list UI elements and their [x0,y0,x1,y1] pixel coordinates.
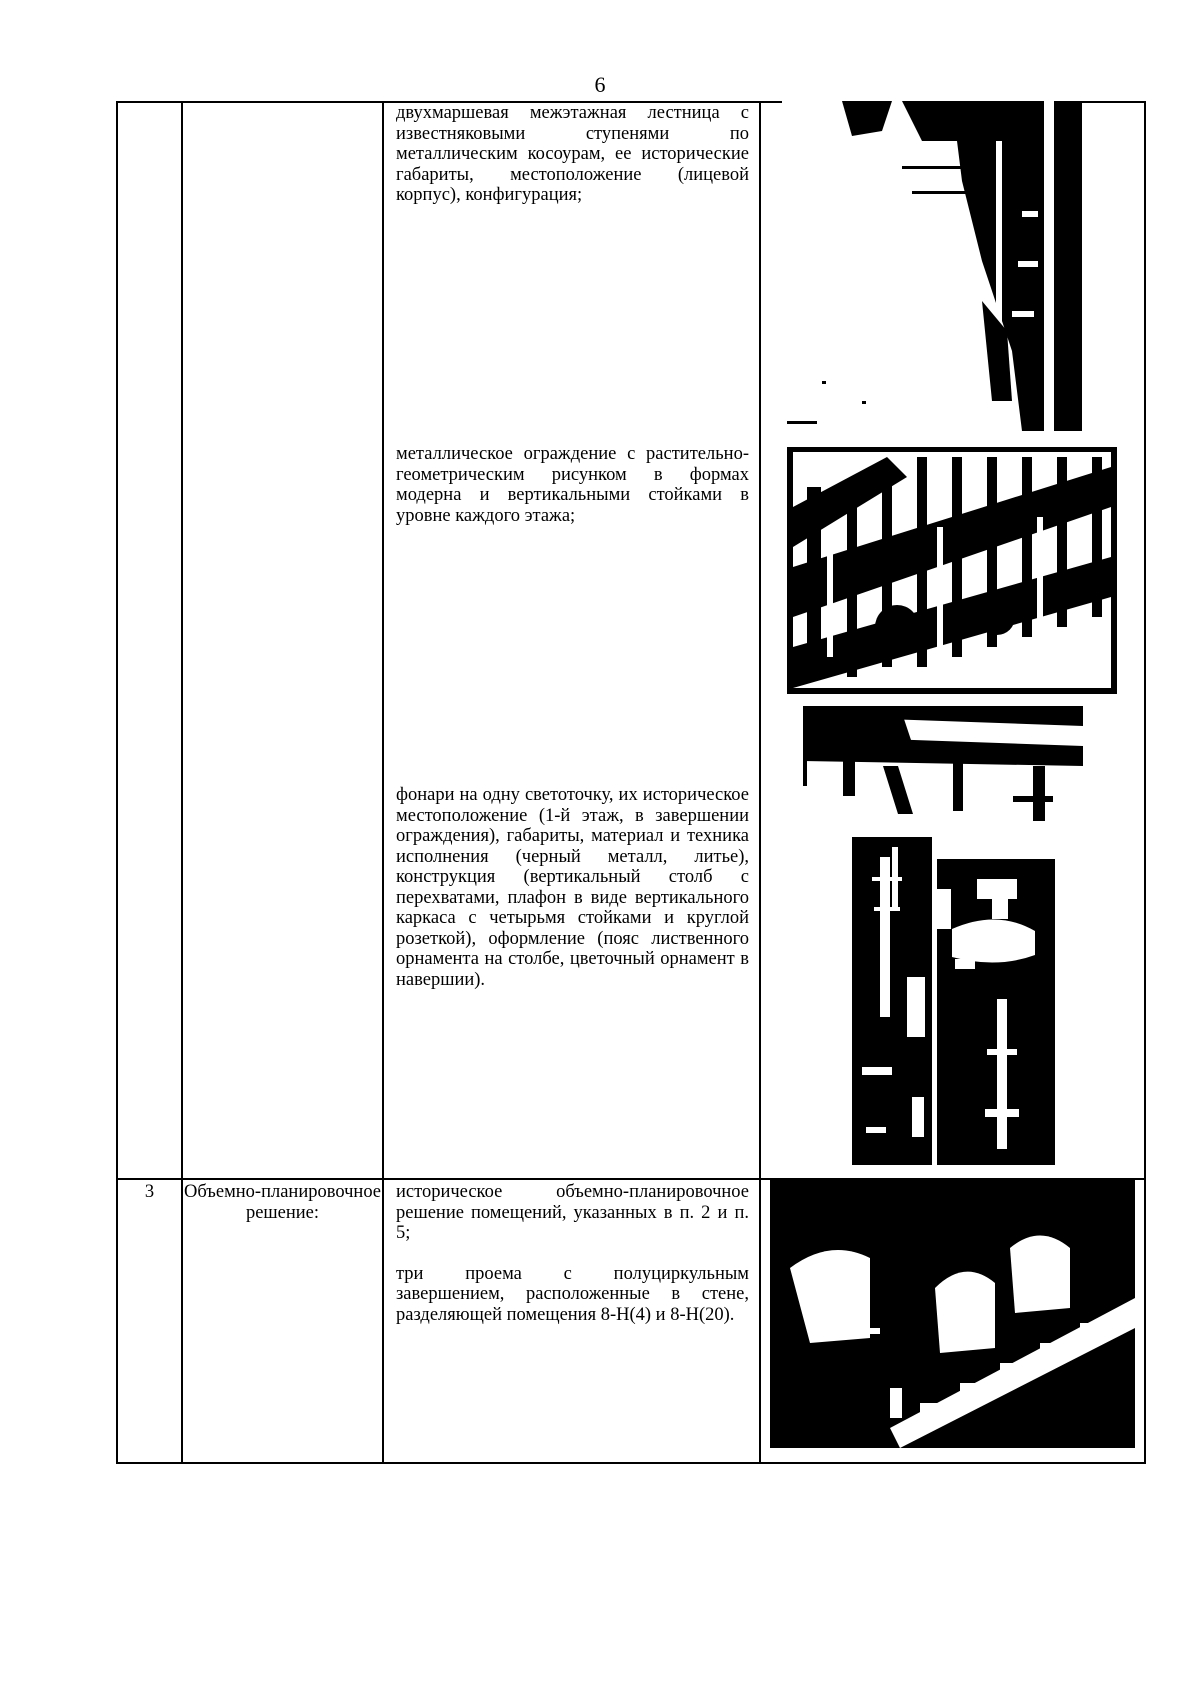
item-staircase: двухмаршевая межэтажная лестница с известняковыми ступенями по металлическим косоурам, ее исторические габариты, местоположение (лицевой корпус), конфигурация; [396,103,749,205]
row-description-cell [383,102,760,1179]
item-lanterns: фонари на одну светоточку, их историческое местоположение (1-й этаж, в завершении ограждения), габариты, материал и техника исполнения (черный металл, литье), конструкция (вертикальный столб с перехватами, плафон в виде вертикального каркаса с четырьмя стойками и круглой розеткой), оформление (пояс лиственного орнамента на столбе, цветочный орнамент в навершии). [396,785,749,990]
lantern-photo-left [852,837,932,1165]
row-title-cell [182,102,383,1179]
lantern-photo-right [937,859,1055,1165]
staircase-photo [782,101,1082,431]
row-number-cell: 3 [117,1179,182,1463]
item-arched-openings: три проема с полуциркульным завершением, расположенные в стене, разделяющей помещения 8-Н(4) и 8-Н(20). [396,1263,749,1325]
row-title-cell: Объемно-планировочное решение: [182,1179,383,1463]
item-planning: историческое объемно-планировочное решение помещений, указанных в п. 2 и п. 5; [396,1182,749,1243]
railing-detail-photo [803,706,1083,822]
railing-photo [787,447,1117,694]
row-number-cell [117,102,182,1179]
item-railing: металлическое ограждение с растительно-геометрическим рисунком в формах модерна и вертикальными стойками в уровне каждого этажа; [396,444,749,526]
arched-openings-photo [770,1178,1135,1448]
row-description-cell [383,1179,760,1463]
page-number: 6 [594,72,606,97]
